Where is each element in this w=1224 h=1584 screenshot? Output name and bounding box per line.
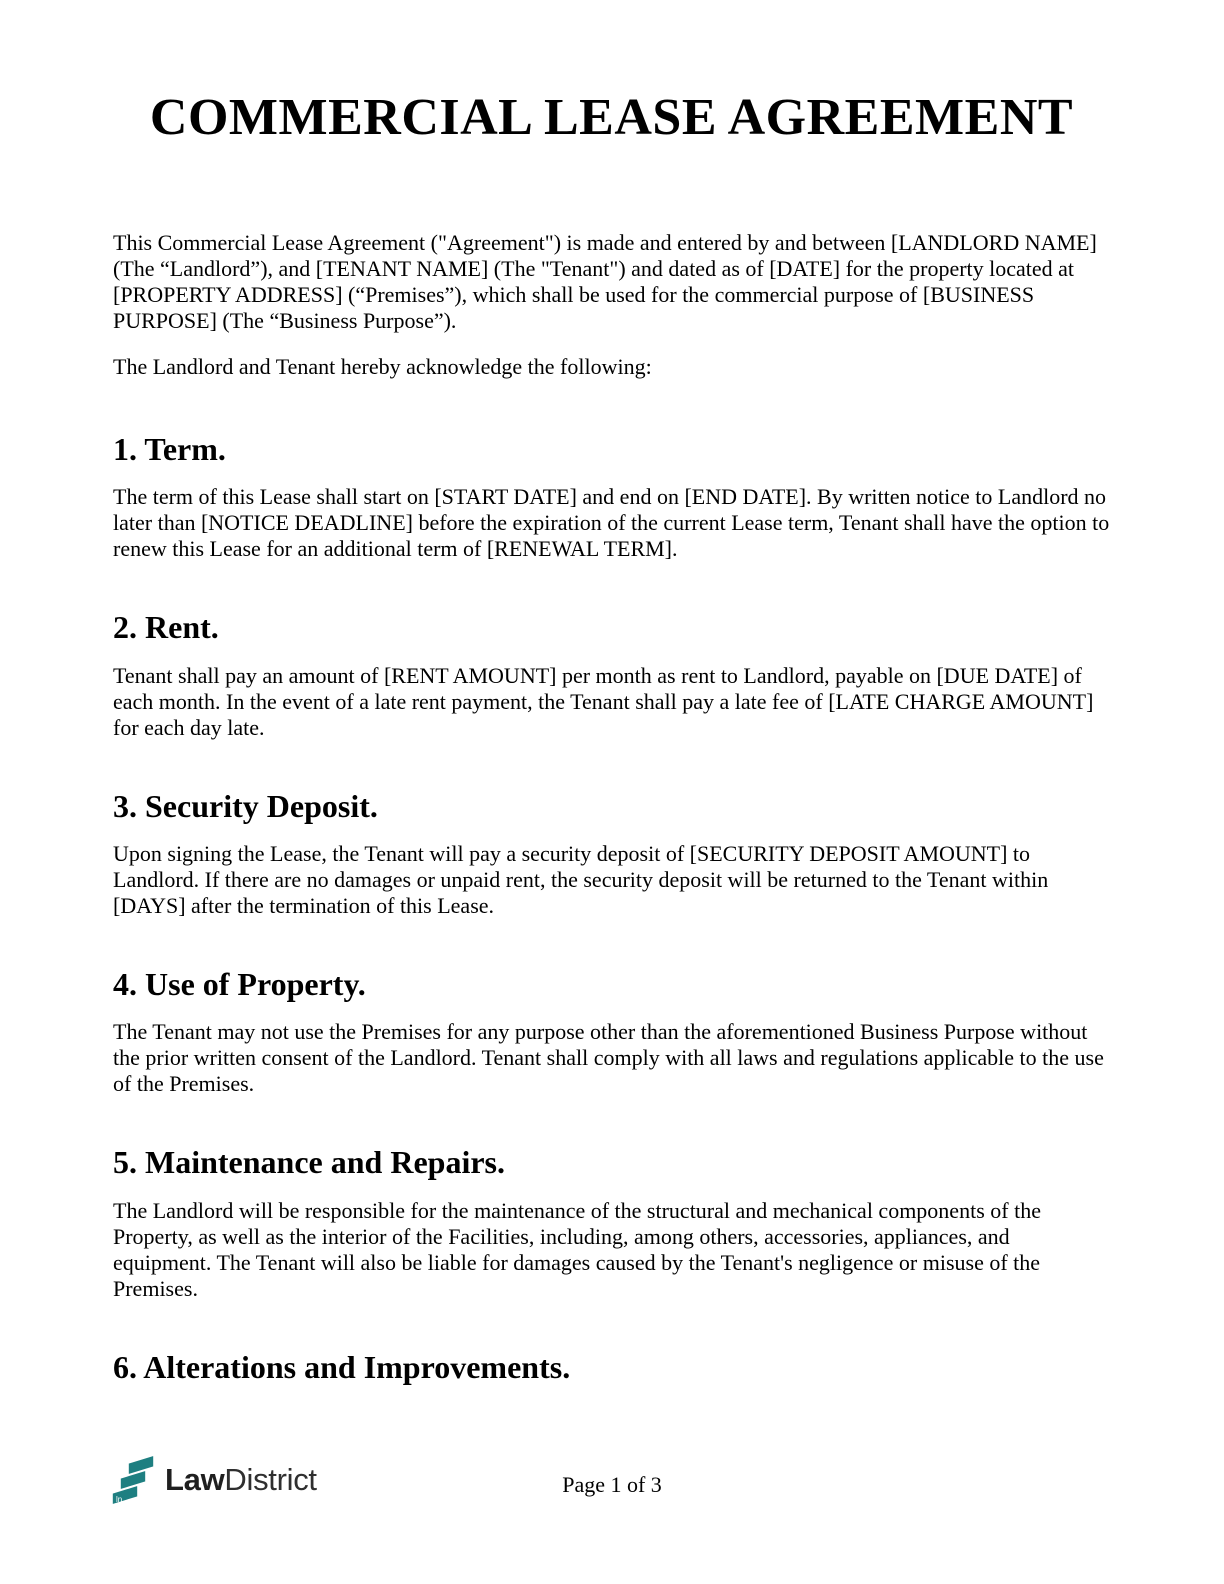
section-body: The Landlord will be responsible for the maintenance of the structural and mechanical components of the Property, as well as the interior of the Facilities, including, among others, accessories, appliances, and equipment. The Tenant will also be liable for damages caused by the Tenant's negligence or misuse of the Premises. — [113, 1197, 1041, 1301]
section-heading: 3. Security Deposit. — [113, 787, 378, 824]
stacked-pages-icon — [110, 1454, 158, 1506]
section-heading: 2. Rent. — [113, 609, 219, 646]
document-title: COMMERCIAL LEASE AGREEMENT — [149, 89, 1074, 146]
section-maintenance-repairs — [113, 1143, 1110, 1301]
section-body: The term of this Lease shall start on [START DATE] and end on [END DATE]. By written notice to Landlord no later than [NOTICE DEADLINE] before the expiration of the current Lease term, Tenant shall have the option to renew this Lease for an additional term of [RENEWAL TERM]. — [113, 484, 1110, 562]
section-heading: 5. Maintenance and Repairs. — [113, 1144, 505, 1181]
section-alterations-improvements — [113, 1348, 1110, 1386]
intro-paragraph: This Commercial Lease Agreement ("Agreement") is made and entered by and between [LANDLORD NAME] (The “Landlord”), and [TENANT NAME] (The "Tenant") and dated as of [DATE] for the property located at [PROPERTY ADDRESS] (“Premises”), which shall be used for the commercial purpose of [BUSINESS PURPOSE] (The “Business Purpose”). — [113, 229, 1097, 333]
section-heading: 1. Term. — [113, 430, 226, 467]
section-body: Upon signing the Lease, the Tenant will pay a security deposit of [SECURITY DEPOSIT AMOUNT] to Landlord. If there are no damages or unpaid rent, the security deposit will be returned to the Tenant within [DAYS] after the termination of this Lease. — [113, 840, 1049, 918]
acknowledgement-line: The Landlord and Tenant hereby acknowledge the following: — [113, 353, 652, 379]
section-body: The Tenant may not use the Premises for any purpose other than the aforementioned Business Purpose without the prior written consent of the Landlord. Tenant shall comply with all laws and regulations applicable to the use of the Premises. — [113, 1019, 1104, 1097]
section-body: Tenant shall pay an amount of [RENT AMOUNT] per month as rent to Landlord, payable on [DUE DATE] of each month. In the event of a late rent payment, the Tenant shall pay a late fee of [LATE CHARGE AMOUNT] for each day late. — [113, 662, 1094, 740]
brand-name-law: Law — [165, 1462, 225, 1497]
page-number: Page 1 of 3 — [562, 1472, 662, 1497]
brand-name — [165, 1462, 317, 1498]
brand-name-district: District — [224, 1462, 317, 1497]
lawdistrict-logo — [110, 1454, 317, 1506]
section-rent — [113, 608, 1110, 740]
page-footer — [0, 1452, 1224, 1532]
section-heading: 6. Alterations and Improvements. — [113, 1348, 571, 1385]
section-term — [113, 430, 1110, 562]
section-use-of-property — [113, 965, 1110, 1097]
svg-text:ln: ln — [116, 1495, 123, 1504]
section-security-deposit — [113, 787, 1110, 919]
section-heading: 4. Use of Property. — [113, 965, 366, 1002]
